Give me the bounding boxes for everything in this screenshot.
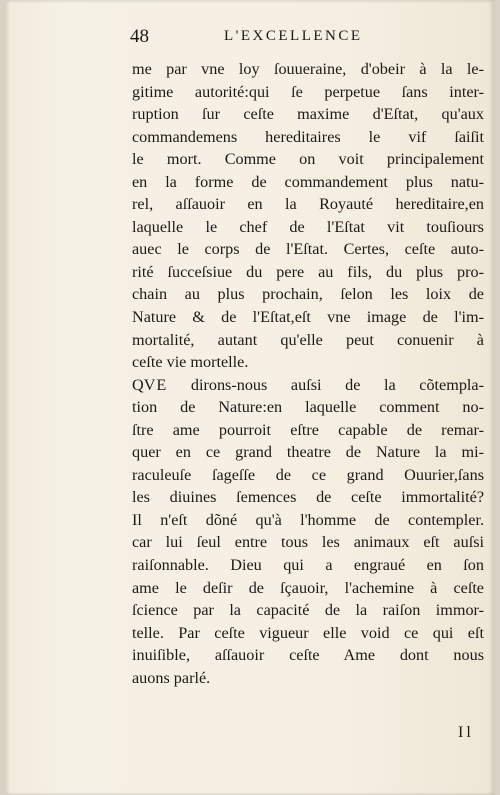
lead-initial: Q [132, 375, 144, 394]
text-line: auons parlé. [132, 668, 211, 687]
text-line: auec le corps de l'Eſtat. Certes, ceſte auto- [132, 240, 484, 259]
text-line: tion de Nature:en laquelle comment no- [132, 398, 484, 417]
lead-smallcaps: VE [143, 375, 168, 394]
running-head: L'EXCELLENCE [224, 28, 363, 44]
text-line: ſtre ame pourroit eſtre capable de remar- [132, 420, 484, 439]
book-page [6, 0, 494, 795]
text-line: en la forme de commandement plus natu- [132, 172, 484, 191]
text-line: commandemens hereditaires le vif ſaiſit [132, 127, 484, 146]
text-line: rité ſucceſsiue du pere au fils, du plus pro- [132, 262, 484, 281]
text-line: car lui ſeul entre tous les animaux eſt auſsi [132, 533, 484, 552]
lead-rest: dirons-nous auſsi de la cõtempla- [167, 375, 484, 394]
text-line: le mort. Comme on voit principalement [132, 150, 484, 169]
paragraph-1 [132, 58, 484, 374]
catchword: Il [458, 724, 474, 741]
paragraph-2 [132, 374, 484, 690]
page-header [130, 24, 430, 50]
text-line: ſcience par la capacité de la raiſon immor- [132, 601, 484, 620]
text-line: rel, aſſauoir en la Royauté hereditaire,en [132, 195, 484, 214]
text-line: ruption ſur ceſte maxime d'Eſtat, qu'aux [132, 105, 484, 124]
text-line: ame le deſir de ſçauoir, l'achemine à ceſte [132, 578, 484, 597]
text-line: laquelle le chef de l'Eſtat vit touſiours [132, 217, 484, 236]
text-line: ceſte vie mortelle. [132, 353, 249, 372]
text-line: telle. Par ceſte vigueur elle void ce qui eſt [132, 623, 484, 642]
text-line-lead [132, 374, 484, 397]
text-line: inuiſible, aſſauoir ceſte Ame dont nous [132, 646, 484, 665]
page-number: 48 [130, 26, 149, 47]
text-line: mortalité, autant qu'elle peut conuenir à [132, 330, 484, 349]
text-line: me par vne loy ſouueraine, d'obeir à la le- [132, 60, 484, 78]
body-text [132, 58, 484, 689]
text-line: quer en ce grand theatre de Nature la mi- [132, 443, 484, 462]
text-line: raculeuſe ſageſſe de ce grand Ouurier,ſans [132, 465, 484, 484]
text-line: gitime autorité:qui ſe perpetue ſans inter- [132, 82, 484, 101]
text-line: Il n'eſt dõné qu'à l'homme de contempler. [132, 510, 484, 529]
text-line: Nature & de l'Eſtat,eſt vne image de l'im- [132, 308, 484, 327]
text-line: raiſonnable. Dieu qui a engraué en ſon [132, 556, 484, 575]
text-line: chain au plus prochain, ſelon les loix de [132, 285, 484, 304]
text-line: les diuines ſemences de ceſte immortalité? [132, 488, 484, 507]
